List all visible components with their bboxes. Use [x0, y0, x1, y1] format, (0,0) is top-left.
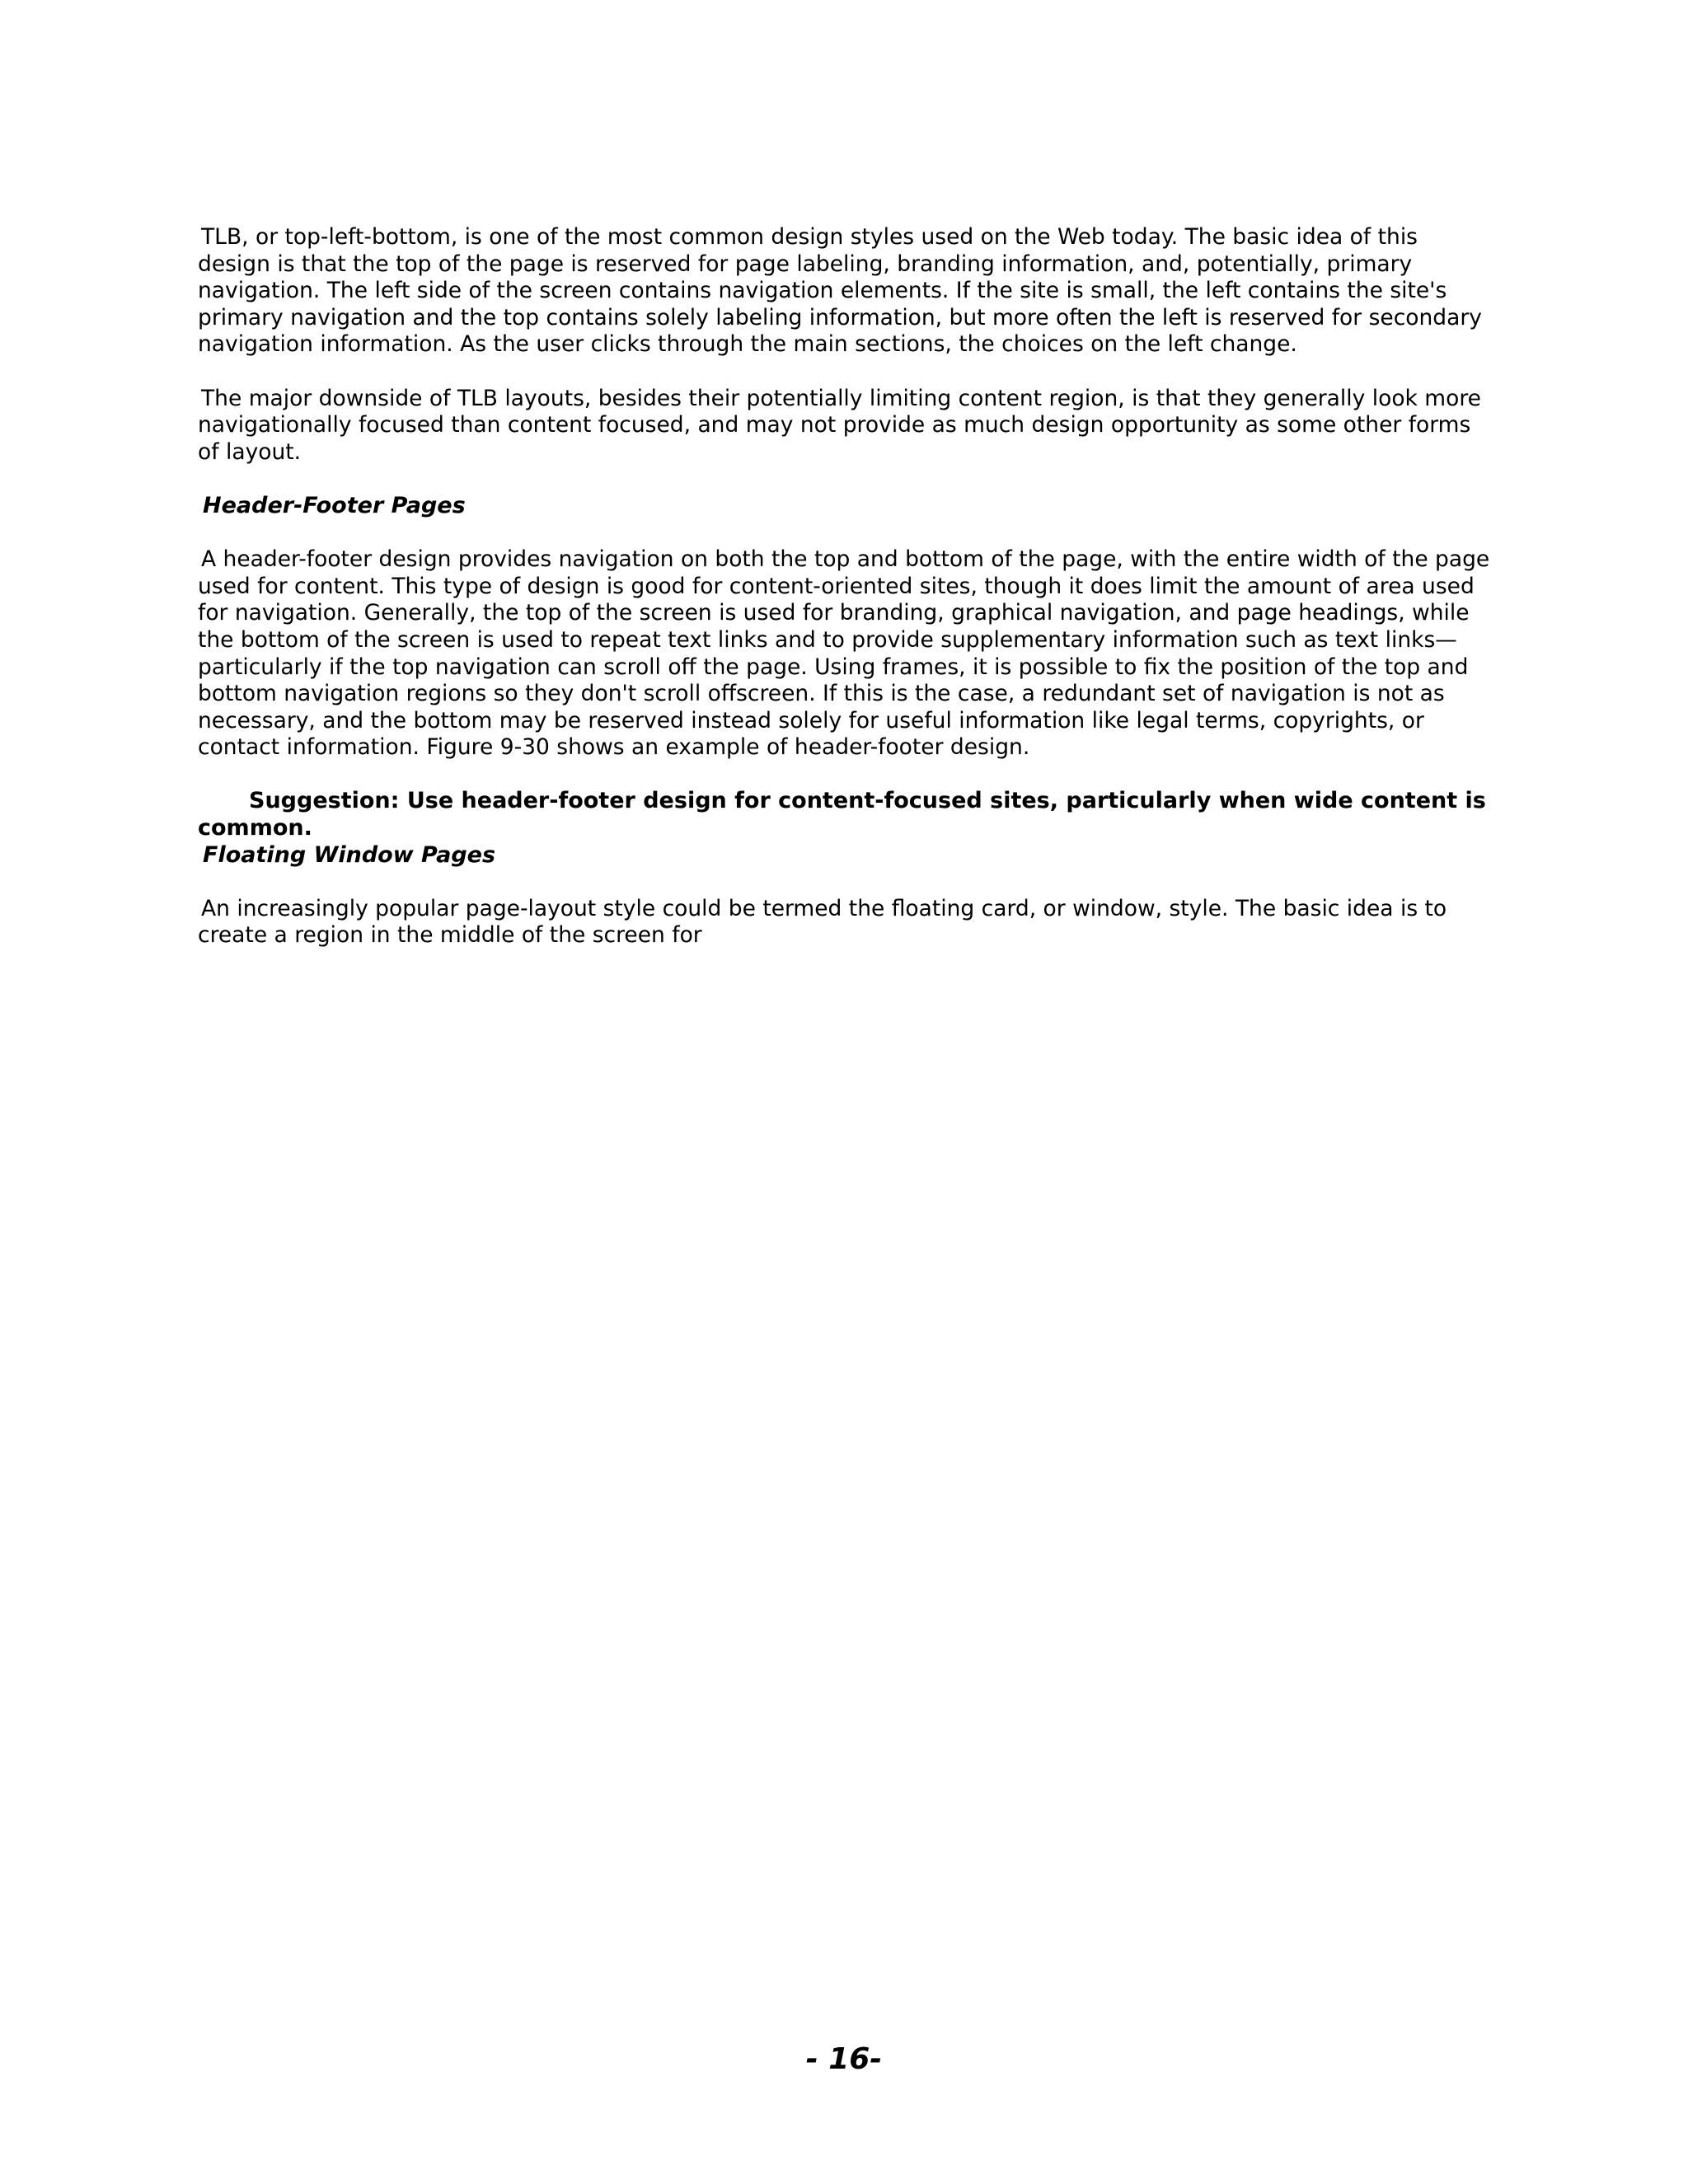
heading-header-footer-pages: Header-Footer Pages [203, 492, 466, 518]
paragraph-header-footer: A header-footer design provides navigation on both the top and bottom of the page, with the entire width of the page used for content. This type of design is good for content-oriented sites, though it does limit the amount of area used for navigation. Generally, the top of the screen is used for branding, graphical navigation, and page headings, while the bottom of the screen is used to repeat text links and to provide supplementary information such as text links—particularly if the top navigation can scroll off the page. Using frames, it is possible to fix the position of the top and bottom navigation regions so they don't scroll offscreen. If this is the case, a redundant set of navigation is not as necessary, and the bottom may be reserved instead solely for useful information like legal terms, copyrights, or contact information. Figure 9-30 shows an example of header-footer design. [198, 546, 1490, 761]
heading-floating-window-pages: Floating Window Pages [203, 841, 496, 868]
suggestion-callout: Suggestion: Use header-footer design for content-focused sites, particularly when wide content is common. [198, 788, 1486, 841]
paragraph-tlb-intro: TLB, or top-left-bottom, is one of the most common design styles used on the Web today. The basic idea of this design is that the top of the page is reserved for page labeling, branding information, and, potentially, primary navigation. The left side of the screen contains navigation elements. If the site is small, the left contains the site's primary navigation and the top contains solely labeling information, but more often the left is reserved for secondary navigation information. As the user clicks through the main sections, the choices on the left change. [198, 224, 1482, 358]
page-number: - 16- [805, 2042, 883, 2076]
paragraph-tlb-downside: The major downside of TLB layouts, besides their potentially limiting content region, is that they generally look more navigationally focused than content focused, and may not provide as much design opportunity as some other forms of layout. [198, 385, 1481, 465]
page-content [198, 224, 1492, 977]
paragraph-floating-window: An increasingly popular page-layout style could be termed the floating card, or window, style. The basic idea is to create a region in the middle of the screen for [198, 895, 1447, 949]
